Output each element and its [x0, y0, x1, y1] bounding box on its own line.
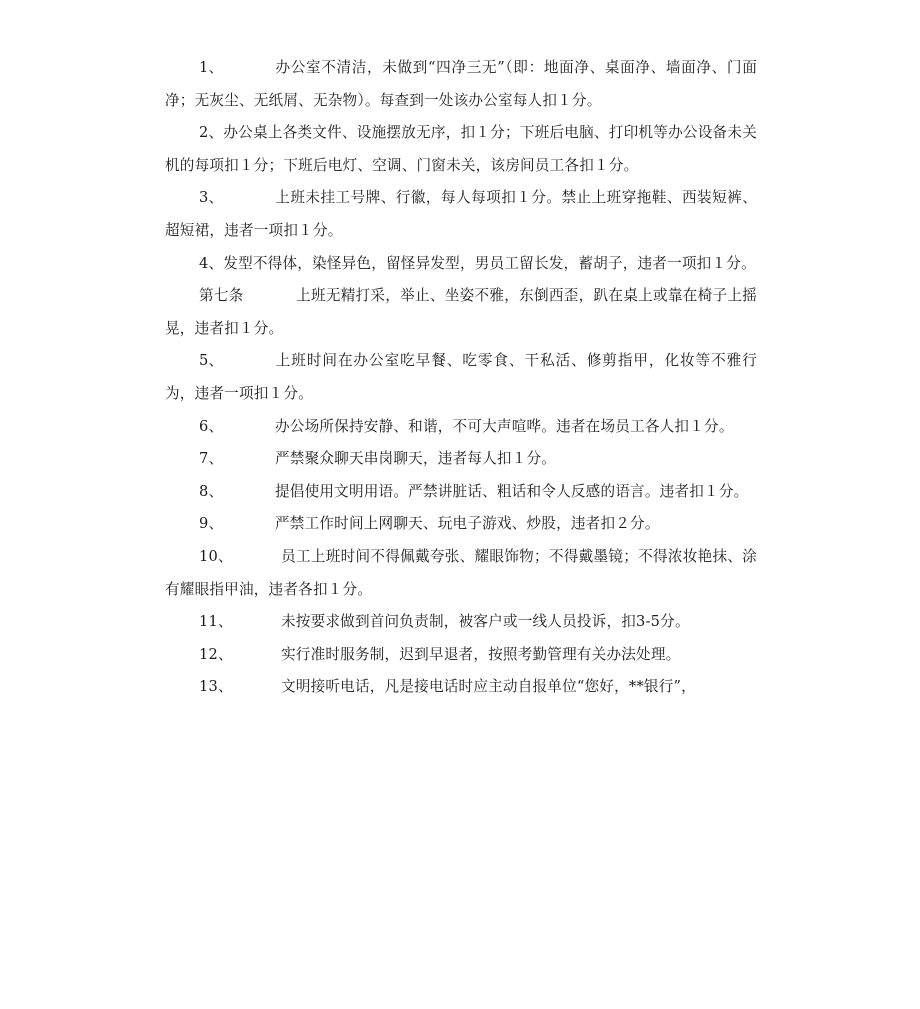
item-number: 5、 — [199, 352, 224, 370]
item-number: 10、 — [199, 547, 233, 565]
item-number: 11、 — [199, 613, 233, 631]
item-number: 3、 — [199, 189, 224, 207]
paragraph-article-7 — [165, 280, 757, 345]
item-number: 6、 — [199, 417, 224, 435]
paragraph-2 — [165, 117, 757, 182]
paragraph-7 — [165, 443, 757, 476]
item-number: 12、 — [199, 645, 233, 663]
item-number: 13、 — [199, 678, 233, 696]
item-number: 9、 — [199, 515, 224, 533]
item-number: 8、 — [199, 482, 224, 500]
paragraph-text: 严禁工作时间上网聊天、玩电子游戏、炒股，违者扣２分。 — [275, 515, 660, 533]
document-page — [165, 52, 757, 704]
paragraph-text: 上班时间在办公室吃早餐、吃零食、干私活、修剪指甲，化妆等不雅行为，违者一项扣１分。 — [165, 352, 757, 402]
paragraph-text: 4、发型不得体，染怪异色，留怪异发型，男员工留长发，蓄胡子，违者一项扣１分。 — [199, 254, 756, 272]
paragraph-12 — [165, 639, 757, 672]
paragraph-text: 未按要求做到首问负责制，被客户或一线人员投诉，扣3-5分。 — [281, 613, 690, 631]
paragraph-11 — [165, 606, 757, 639]
paragraph-6 — [165, 411, 757, 444]
article-number: 第七条 — [199, 287, 244, 305]
paragraph-10 — [165, 541, 757, 606]
paragraph-text: 提倡使用文明用语。严禁讲脏话、粗话和令人反感的语言。违者扣１分。 — [275, 482, 749, 500]
paragraph-text: 员工上班时间不得佩戴夸张、耀眼饰物；不得戴墨镜；不得浓妆艳抹、涂有耀眼指甲油，违者各扣１分。 — [165, 547, 757, 598]
paragraph-text: 办公场所保持安静、和谐，不可大声喧哗。违者在场员工各人扣１分。 — [275, 417, 734, 435]
item-number: 1、 — [199, 59, 224, 76]
paragraph-text: 上班无精打采，举止、坐姿不雅，东倒西歪，趴在桌上或靠在椅子上摇晃，违者扣１分。 — [165, 287, 757, 337]
paragraph-text: 上班未挂工号牌、行徽，每人每项扣１分。禁止上班穿拖鞋、西装短裤、超短裙，违者一项扣１分。 — [165, 189, 757, 239]
paragraph-text: 办公室不清洁，未做到“四净三无”（即：地面净、桌面净、墙面净、门面净；无灰尘、无纸屑、无杂物）。每查到一处该办公室每人扣１分。 — [165, 59, 757, 109]
paragraph-text: 严禁聚众聊天串岗聊天，违者每人扣１分。 — [275, 450, 557, 468]
paragraph-1 — [165, 52, 757, 117]
paragraph-3 — [165, 182, 757, 247]
paragraph-4 — [165, 248, 757, 281]
paragraph-13 — [165, 671, 757, 704]
paragraph-8 — [165, 476, 757, 509]
paragraph-text: 2、办公桌上各类文件、设施摆放无序，扣１分；下班后电脑、打印机等办公设备未关机的每项扣１分；下班后电灯、空调、门窗未关，该房间员工各扣１分。 — [165, 124, 757, 174]
paragraph-text: 文明接听电话，凡是接电话时应主动自报单位“您好，**银行”， — [281, 678, 696, 696]
paragraph-text: 实行准时服务制，迟到早退者，按照考勤管理有关办法处理。 — [281, 645, 681, 663]
item-number: 7、 — [199, 450, 224, 468]
paragraph-9 — [165, 508, 757, 541]
paragraph-5 — [165, 345, 757, 410]
